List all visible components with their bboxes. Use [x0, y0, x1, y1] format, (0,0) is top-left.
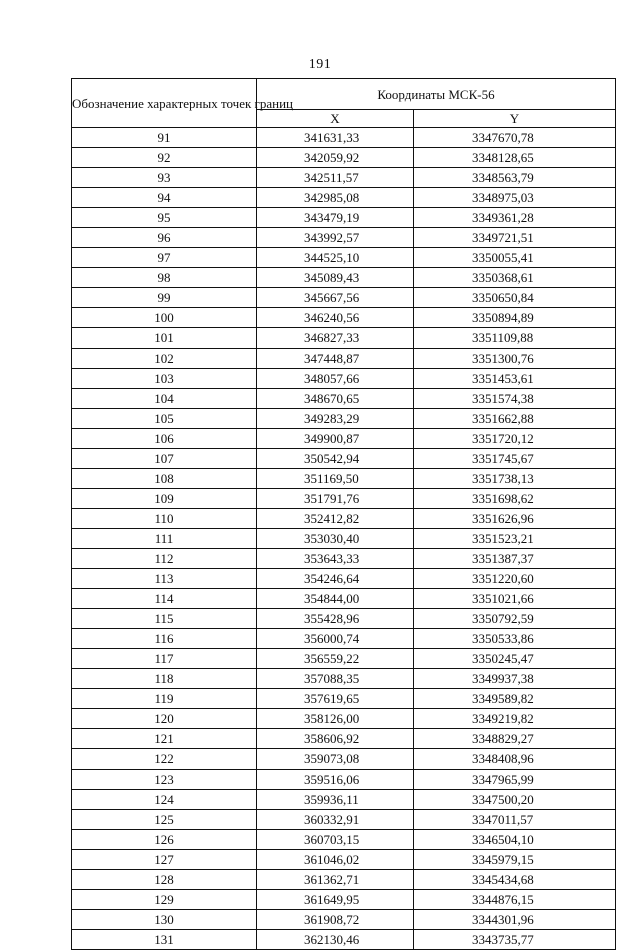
table-row — [72, 368, 616, 388]
coordinates-table — [71, 78, 616, 950]
table-row — [72, 328, 616, 348]
x-coordinate-cell: 361362,71 — [257, 869, 414, 889]
x-coordinate-cell: 348057,66 — [257, 368, 414, 388]
y-coordinate-cell: 3351021,66 — [414, 589, 616, 609]
y-coordinate-cell: 3351662,88 — [414, 408, 616, 428]
x-coordinate-cell: 361908,72 — [257, 909, 414, 929]
y-coordinate-cell: 3348829,27 — [414, 729, 616, 749]
coordinates-group-header: Координаты МСК-56 — [257, 79, 616, 110]
point-cell: 115 — [72, 609, 257, 629]
x-coordinate-cell: 361649,95 — [257, 889, 414, 909]
y-coordinate-cell: 3347965,99 — [414, 769, 616, 789]
point-cell: 95 — [72, 208, 257, 228]
x-coordinate-cell: 357088,35 — [257, 669, 414, 689]
x-coordinate-cell: 356000,74 — [257, 629, 414, 649]
table-body — [72, 128, 616, 950]
point-cell: 105 — [72, 408, 257, 428]
y-coordinate-cell: 3349361,28 — [414, 208, 616, 228]
table-row — [72, 508, 616, 528]
point-cell: 125 — [72, 809, 257, 829]
x-coordinate-cell: 345089,43 — [257, 268, 414, 288]
y-coordinate-cell: 3350894,89 — [414, 308, 616, 328]
y-coordinate-cell: 3349219,82 — [414, 709, 616, 729]
point-cell: 112 — [72, 548, 257, 568]
x-coordinate-cell: 355428,96 — [257, 609, 414, 629]
x-coordinate-cell: 359516,06 — [257, 769, 414, 789]
y-coordinate-cell: 3347500,20 — [414, 789, 616, 809]
y-coordinate-cell: 3351738,13 — [414, 468, 616, 488]
table-row — [72, 548, 616, 568]
y-coordinate-cell: 3349721,51 — [414, 228, 616, 248]
y-coordinate-cell: 3351720,12 — [414, 428, 616, 448]
table-row — [72, 408, 616, 428]
point-cell: 120 — [72, 709, 257, 729]
x-coordinate-cell: 358606,92 — [257, 729, 414, 749]
point-cell: 107 — [72, 448, 257, 468]
y-coordinate-cell: 3344301,96 — [414, 909, 616, 929]
point-cell: 97 — [72, 248, 257, 268]
point-cell: 128 — [72, 869, 257, 889]
x-coordinate-cell: 342059,92 — [257, 148, 414, 168]
table-row — [72, 148, 616, 168]
point-cell: 130 — [72, 909, 257, 929]
point-cell: 123 — [72, 769, 257, 789]
point-cell: 101 — [72, 328, 257, 348]
page-number: 191 — [308, 57, 332, 72]
table-row — [72, 288, 616, 308]
y-coordinate-cell: 3345434,68 — [414, 869, 616, 889]
table-row — [72, 809, 616, 829]
point-cell: 131 — [72, 929, 257, 949]
x-coordinate-cell: 360332,91 — [257, 809, 414, 829]
point-cell: 109 — [72, 488, 257, 508]
table-row — [72, 448, 616, 468]
y-coordinate-cell: 3347670,78 — [414, 128, 616, 148]
x-coordinate-cell: 359936,11 — [257, 789, 414, 809]
point-cell: 98 — [72, 268, 257, 288]
table-row — [72, 188, 616, 208]
table-row — [72, 468, 616, 488]
x-coordinate-cell: 354844,00 — [257, 589, 414, 609]
point-cell: 103 — [72, 368, 257, 388]
y-coordinate-cell: 3351745,67 — [414, 448, 616, 468]
x-coordinate-cell: 343992,57 — [257, 228, 414, 248]
y-coordinate-cell: 3350055,41 — [414, 248, 616, 268]
x-coordinate-cell: 353030,40 — [257, 528, 414, 548]
x-coordinate-cell: 360703,15 — [257, 829, 414, 849]
table-row — [72, 388, 616, 408]
point-column-header: Обозначение характерных точек границ — [72, 79, 257, 128]
y-coordinate-cell: 3346504,10 — [414, 829, 616, 849]
y-coordinate-cell: 3347011,57 — [414, 809, 616, 829]
x-coordinate-cell: 344525,10 — [257, 248, 414, 268]
y-coordinate-cell: 3348975,03 — [414, 188, 616, 208]
point-cell: 93 — [72, 168, 257, 188]
y-coordinate-cell: 3348408,96 — [414, 749, 616, 769]
y-coordinate-cell: 3350368,61 — [414, 268, 616, 288]
table-header — [72, 79, 616, 128]
x-coordinate-cell: 351169,50 — [257, 468, 414, 488]
x-coordinate-cell: 349283,29 — [257, 408, 414, 428]
y-coordinate-cell: 3351387,37 — [414, 548, 616, 568]
table-row — [72, 308, 616, 328]
point-cell: 114 — [72, 589, 257, 609]
point-cell: 110 — [72, 508, 257, 528]
y-coordinate-cell: 3350245,47 — [414, 649, 616, 669]
table-row — [72, 348, 616, 368]
table-row — [72, 168, 616, 188]
y-coordinate-cell: 3351220,60 — [414, 569, 616, 589]
table-row — [72, 268, 616, 288]
point-cell: 96 — [72, 228, 257, 248]
y-coordinate-cell: 3348563,79 — [414, 168, 616, 188]
point-cell: 99 — [72, 288, 257, 308]
table-row — [72, 909, 616, 929]
x-coordinate-cell: 361046,02 — [257, 849, 414, 869]
point-cell: 91 — [72, 128, 257, 148]
table-row — [72, 729, 616, 749]
table-row — [72, 488, 616, 508]
x-coordinate-cell: 350542,94 — [257, 448, 414, 468]
table-row — [72, 689, 616, 709]
y-coordinate-cell: 3349589,82 — [414, 689, 616, 709]
point-cell: 102 — [72, 348, 257, 368]
table-row — [72, 248, 616, 268]
point-cell: 92 — [72, 148, 257, 168]
y-coordinate-cell: 3350650,84 — [414, 288, 616, 308]
table-row — [72, 609, 616, 629]
y-coordinate-cell: 3348128,65 — [414, 148, 616, 168]
table-row — [72, 709, 616, 729]
x-coordinate-cell: 343479,19 — [257, 208, 414, 228]
point-cell: 104 — [72, 388, 257, 408]
y-coordinate-cell: 3350792,59 — [414, 609, 616, 629]
y-coordinate-cell: 3344876,15 — [414, 889, 616, 909]
x-coordinate-cell: 353643,33 — [257, 548, 414, 568]
x-coordinate-cell: 348670,65 — [257, 388, 414, 408]
x-coordinate-cell: 358126,00 — [257, 709, 414, 729]
y-coordinate-cell: 3350533,86 — [414, 629, 616, 649]
y-coordinate-cell: 3343735,77 — [414, 929, 616, 949]
y-coordinate-cell: 3351109,88 — [414, 328, 616, 348]
point-cell: 121 — [72, 729, 257, 749]
y-coordinate-cell: 3351300,76 — [414, 348, 616, 368]
x-coordinate-cell: 342511,57 — [257, 168, 414, 188]
y-coordinate-cell: 3345979,15 — [414, 849, 616, 869]
x-coordinate-cell: 356559,22 — [257, 649, 414, 669]
point-cell: 118 — [72, 669, 257, 689]
table-row — [72, 869, 616, 889]
point-cell: 124 — [72, 789, 257, 809]
table-row — [72, 208, 616, 228]
y-coordinate-cell: 3351523,21 — [414, 528, 616, 548]
point-cell: 129 — [72, 889, 257, 909]
point-cell: 108 — [72, 468, 257, 488]
table-row — [72, 649, 616, 669]
x-column-header: X — [257, 110, 414, 128]
x-coordinate-cell: 345667,56 — [257, 288, 414, 308]
x-coordinate-cell: 362130,46 — [257, 929, 414, 949]
x-coordinate-cell: 347448,87 — [257, 348, 414, 368]
point-cell: 127 — [72, 849, 257, 869]
table-row — [72, 849, 616, 869]
table-row — [72, 128, 616, 148]
table-row — [72, 629, 616, 649]
table-row — [72, 749, 616, 769]
point-cell: 119 — [72, 689, 257, 709]
table-row — [72, 428, 616, 448]
point-cell: 111 — [72, 528, 257, 548]
point-cell: 113 — [72, 569, 257, 589]
table-row — [72, 528, 616, 548]
x-coordinate-cell: 359073,08 — [257, 749, 414, 769]
table-row — [72, 889, 616, 909]
y-coordinate-cell: 3351626,96 — [414, 508, 616, 528]
point-cell: 117 — [72, 649, 257, 669]
x-coordinate-cell: 346240,56 — [257, 308, 414, 328]
table-row — [72, 789, 616, 809]
point-cell: 116 — [72, 629, 257, 649]
x-coordinate-cell: 342985,08 — [257, 188, 414, 208]
x-coordinate-cell: 354246,64 — [257, 569, 414, 589]
y-coordinate-cell: 3351453,61 — [414, 368, 616, 388]
point-cell: 122 — [72, 749, 257, 769]
table-row — [72, 929, 616, 949]
y-coordinate-cell: 3349937,38 — [414, 669, 616, 689]
x-coordinate-cell: 352412,82 — [257, 508, 414, 528]
point-cell: 94 — [72, 188, 257, 208]
x-coordinate-cell: 346827,33 — [257, 328, 414, 348]
table-row — [72, 569, 616, 589]
x-coordinate-cell: 341631,33 — [257, 128, 414, 148]
x-coordinate-cell: 357619,65 — [257, 689, 414, 709]
point-cell: 126 — [72, 829, 257, 849]
y-column-header: Y — [414, 110, 616, 128]
table-row — [72, 829, 616, 849]
point-cell: 106 — [72, 428, 257, 448]
table-row — [72, 769, 616, 789]
point-cell: 100 — [72, 308, 257, 328]
table-row — [72, 589, 616, 609]
table-row — [72, 669, 616, 689]
y-coordinate-cell: 3351698,62 — [414, 488, 616, 508]
x-coordinate-cell: 349900,87 — [257, 428, 414, 448]
y-coordinate-cell: 3351574,38 — [414, 388, 616, 408]
table-row — [72, 228, 616, 248]
x-coordinate-cell: 351791,76 — [257, 488, 414, 508]
